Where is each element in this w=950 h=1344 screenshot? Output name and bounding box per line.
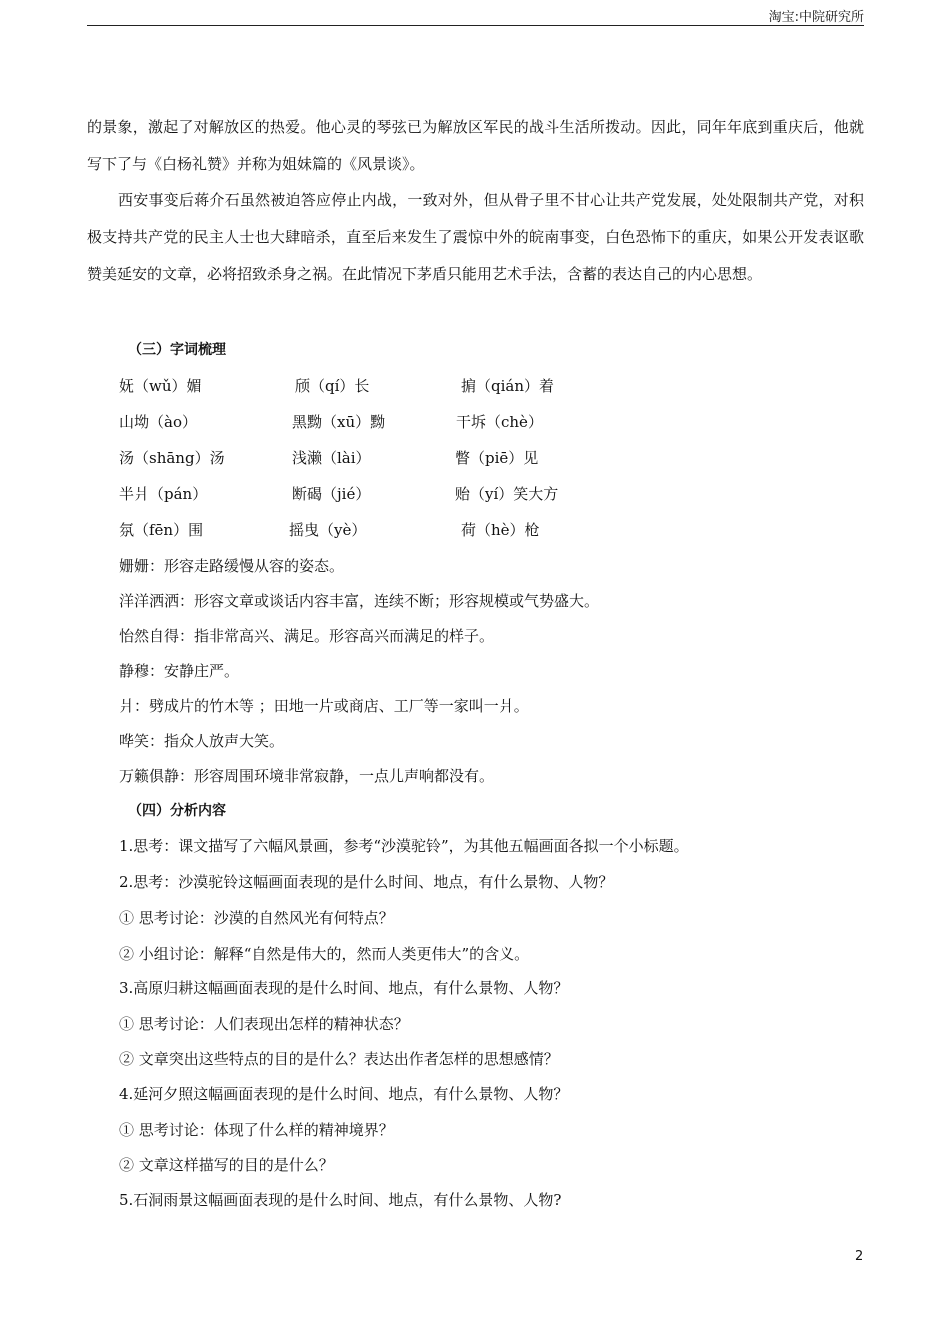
vocab-item: 贻（yí）笑大方 [455, 485, 559, 503]
analysis-item: ② 文章突出这些特点的目的是什么？表达出作者怎样的思想感情？ [119, 1050, 559, 1068]
vocab-item: 氛（fēn）围 [119, 521, 204, 539]
vocab-item: 黑黝（xū）黝 [292, 413, 386, 431]
definition-line: 姗姗：形容走路缓慢从容的姿态。 [119, 557, 345, 575]
vocab-item: 颀（qí）长 [295, 377, 370, 395]
vocab-item: 浅濑（lài） [292, 449, 371, 467]
vocab-item: 断碣（jié） [292, 485, 371, 503]
definition-line: 洋洋洒洒：形容文章或谈话内容丰富，连续不断；形容规模或气势盛大。 [119, 592, 600, 610]
vocab-item: 荷（hè）枪 [461, 521, 540, 539]
paragraph-2: 西安事变后蒋介石虽然被迫答应停止内战，一致对外，但从骨子里不甘心让共产党发展，处处限制共产党，对积极支持共产党的民主人士也大肆暗杀，直至后来发生了震惊中外的皖南事变，白色恐怖下的重庆，如果公开发表讴歌赞美延安的文章，必将招致杀身之祸。在此情况下茅盾只能用艺术手法，含蓄的表达自己的内心思想。 [87, 191, 864, 283]
vocab-item: 瞥（piē）见 [455, 449, 539, 467]
vocab-item: 摇曳（yè） [289, 521, 367, 539]
paragraph-1: 的景象，激起了对解放区的热爱。他心灵的琴弦已为解放区军民的战斗生活所拨动。因此，同年年底到重庆后，他就写下了与《白杨礼赞》并称为姐妹篇的《风景谈》。 [87, 118, 864, 173]
header-text: 淘宝:中院研究所 [768, 10, 864, 25]
analysis-item: ① 思考讨论：沙漠的自然风光有何特点？ [119, 909, 394, 927]
vocab-item: 汤（shāng）汤 [119, 449, 225, 467]
section-4-heading: （四）分析内容 [128, 803, 226, 819]
vocab-item: 干坼（chè） [456, 413, 543, 431]
definition-line: 哗笑：指众人放声大笑。 [119, 732, 285, 750]
vocab-item: 山坳（ào） [119, 413, 197, 431]
page-header [87, 0, 864, 26]
vocab-item: 妩（wǔ）媚 [119, 377, 202, 395]
analysis-item: ② 小组讨论：解释“自然是伟大的，然而人类更伟大”的含义。 [119, 945, 530, 963]
definition-line: 怡然自得：指非常高兴、满足。形容高兴而满足的样子。 [119, 627, 495, 645]
section-3-heading: （三）字词梳理 [128, 342, 226, 358]
analysis-item: 2.思考：沙漠驼铃这幅画面表现的是什么时间、地点，有什么景物、人物？ [119, 873, 614, 891]
vocab-item: 掮（qián）着 [461, 377, 555, 395]
analysis-item: ② 文章这样描写的目的是什么？ [119, 1156, 334, 1174]
analysis-item: 1.思考：课文描写了六幅风景画，参考“沙漠驼铃”，为其他五幅画面各拟一个小标题。 [119, 837, 689, 855]
analysis-item: ① 思考讨论：人们表现出怎样的精神状态？ [119, 1015, 409, 1033]
definition-line: 静穆：安静庄严。 [119, 662, 240, 680]
vocab-item: 半爿（pán） [119, 485, 208, 503]
definition-line: 爿：劈成片的竹木等 ；田地一片或商店、工厂等一家叫一爿。 [119, 697, 529, 715]
analysis-item: 4.延河夕照这幅画面表现的是什么时间、地点，有什么景物、人物？ [119, 1085, 569, 1103]
definition-line: 万籁俱静：形容周围环境非常寂静，一点儿声响都没有。 [119, 767, 495, 785]
analysis-item: 5.石洞雨景这幅画面表现的是什么时间、地点，有什么景物、人物? [119, 1191, 562, 1209]
analysis-item: ① 思考讨论：体现了什么样的精神境界？ [119, 1121, 394, 1139]
analysis-item: 3.高原归耕这幅画面表现的是什么时间、地点，有什么景物、人物？ [119, 979, 569, 997]
page-number: 2 [855, 1249, 864, 1264]
